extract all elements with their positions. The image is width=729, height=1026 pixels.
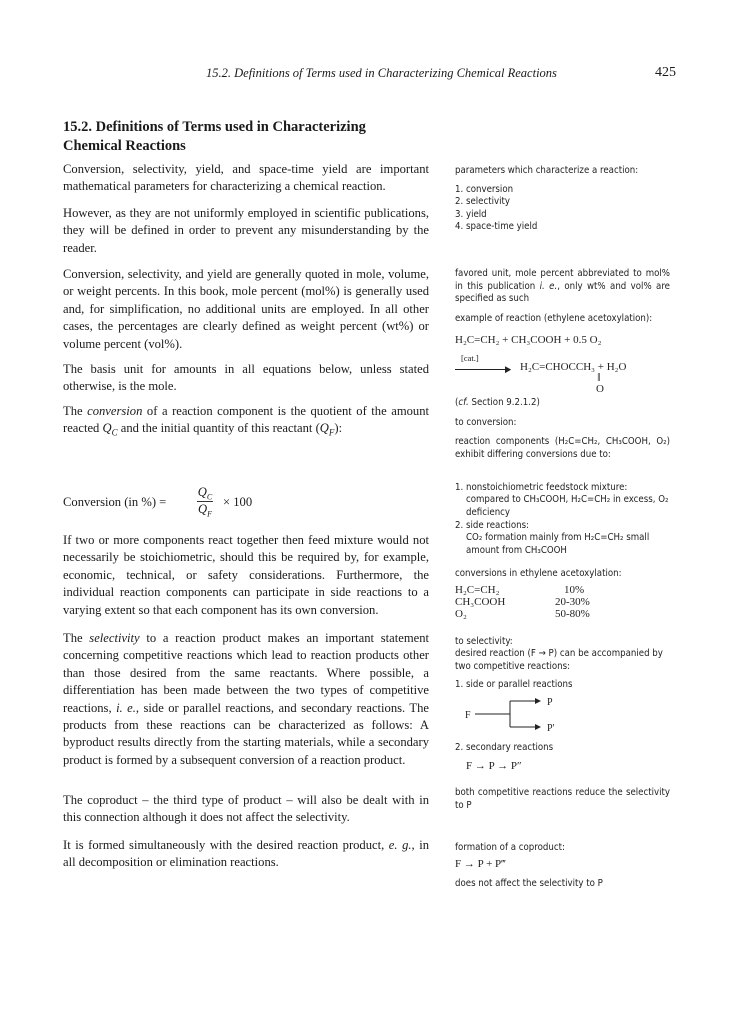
list-item: 4. space-time yield: [455, 221, 538, 233]
paragraph-coproduct-formation: It is formed simultaneously with the desired reaction product, e. g., in all decomposition or elimination reactions.: [63, 838, 429, 870]
page-number: 425: [655, 65, 676, 80]
arrowhead-lower-icon: [535, 724, 541, 730]
arrowhead-upper-icon: [535, 698, 541, 704]
double-bond-icon: ‖: [597, 372, 601, 381]
note-to-selectivity: to selectivity:: [455, 636, 513, 647]
note-secondary-reactions: 2. secondary reactions: [455, 742, 554, 753]
table-cell-value: 20-30%: [555, 596, 590, 608]
reaction-arrow: [455, 369, 507, 370]
carbonyl-oxygen: O: [596, 383, 604, 395]
note-side-parallel: 1. side or parallel reactions: [455, 679, 573, 690]
section-title-line2: Chemical Reactions: [63, 138, 186, 154]
reaction-equation-rhs: H₂C=CHOCCH₃ + H₂O: [520, 361, 627, 373]
parallel-reaction-diagram: [455, 693, 575, 733]
catalyst-label: [cat.]: [461, 353, 479, 363]
diagram-p-prime-label: P′: [547, 723, 555, 733]
note-cross-reference: (cf. Section 9.2.1.2): [455, 397, 540, 408]
formula-multiplier: × 100: [223, 495, 253, 509]
reaction-equation-lhs: H₂C=CH₂ + CH₃COOH + 0.5 O₂: [455, 334, 602, 346]
section-title: [63, 118, 403, 156]
note-reaction-components: reaction components (H₂C=CH₂, CH₃COOH, O₂) exhibit differing conversions due to:: [455, 436, 670, 460]
formula-numerator: $Q_C$: [197, 485, 213, 502]
formula-denominator: $Q_F$: [198, 502, 212, 519]
list-item: 2. selectivity: [455, 196, 511, 208]
table-cell-value: 50-80%: [555, 608, 590, 620]
note-desired-reaction: desired reaction (F → P) can be accompanied by two competitive reactions:: [455, 648, 663, 672]
note-parameters: parameters which characterize a reaction: 1. conversion 2. selectivity 3. yield 4. space-time yield: [455, 165, 670, 234]
note-nonstoichiometric: 1. nonstoichiometric feedstock mixture:: [455, 482, 628, 493]
note-conversions-label: conversions in ethylene acetoxylation:: [455, 568, 622, 579]
diagram-p-label: P: [547, 697, 553, 708]
paragraph-multi-component: If two or more components react together then feed mixture would not necessarily be stoichiometric, should this be required by, for example, economic, technical, or safety considerations. Furthermore, the individual reaction components can participate in side reactions to a varying extent so that each component has its own conversion.: [63, 533, 429, 617]
paragraph-selectivity: The selectivity to a reaction product makes an important statement concerning competitive reactions which lead to reaction products other than those desired from the same reactants. Where possible, a differentiation has been made between the two types of competitive reactions, i. e., side or parallel reactions, and secondary reactions. The products from these reactions can be characterized as follows: A byproduct results directly from the starting materials, while a secondary product is formed by a subsequent conversion of a reaction product.: [63, 631, 429, 767]
paragraph-uniformity: However, as they are not uniformly employed in scientific publications, they will be defined in order to prevent any misunderstanding by the reader.: [63, 206, 429, 255]
table-cell-value: 10%: [564, 584, 585, 596]
paragraph-basis-unit: The basis unit for amounts in all equations below, unless stated otherwise, is the mole.: [63, 362, 429, 394]
conversion-table: [455, 584, 670, 624]
note-example-label: example of reaction (ethylene acetoxylation):: [455, 313, 653, 324]
table-cell-name: CH₃COOH: [455, 596, 506, 608]
list-item: 1. conversion: [455, 183, 514, 195]
conversion-formula: [63, 484, 363, 524]
note-side-reactions-detail: CO₂ formation mainly from H₂C=CH₂ small amount from CH₃COOH: [466, 532, 650, 556]
reaction-arrowhead-icon: ▶: [505, 365, 512, 375]
note-favored-unit: favored unit, mole percent abbreviated to mol% in this publication i. e., only wt% and vol% are specified as such: [455, 268, 670, 305]
paragraph-units: Conversion, selectivity, and yield are generally quoted in mole, volume, or weight percents. In this book, mole percent (mol%) is generally used and, for simplification, no additional units are employed. In all other cases, the percentages are clearly defined as weight percent (wt%) or volume percent (vol%).: [63, 267, 429, 351]
paragraph-conversion-definition: The conversion of a reaction component is the quotient of the amount reacted $Q_C$ and the initial quantity of this reactant $(Q_F)$:: [63, 404, 430, 438]
section-title-line1: 15.2. Definitions of Terms used in Characterizing: [63, 119, 366, 135]
paragraph-intro: Conversion, selectivity, yield, and space-time yield are important mathematical parameters for characterizing a chemical reaction.: [63, 162, 429, 194]
table-cell-name: O₂: [455, 608, 467, 620]
term-selectivity: selectivity: [89, 631, 140, 645]
term-conversion: conversion: [87, 404, 143, 418]
paragraph-coproduct: The coproduct – the third type of product – will also be dealt with in this connection although it does not affect the selectivity.: [63, 793, 429, 825]
formula-label: Conversion (in %) =: [63, 495, 167, 509]
note-nonstoichiometric-detail: compared to CH₃COOH, H₂C=CH₂ in excess, O₂ deficiency: [466, 494, 669, 518]
secondary-reaction-equation: F → P → P″: [466, 760, 522, 772]
note-coproduct-label: formation of a coproduct:: [455, 842, 565, 853]
note-side-reactions: 2. side reactions:: [455, 520, 530, 531]
note-to-conversion: to conversion:: [455, 417, 517, 428]
note-no-affect: does not affect the selectivity to P: [455, 878, 603, 889]
coproduct-equation: F → P + P‴: [455, 858, 506, 870]
table-cell-name: H₂C=CH₂: [455, 584, 500, 596]
running-header: [206, 66, 676, 81]
diagram-f-label: F: [465, 710, 471, 721]
note-both-competitive: both competitive reactions reduce the selectivity to P: [455, 787, 670, 811]
parameter-list: [455, 184, 670, 234]
running-title: 15.2. Definitions of Terms used in Characterizing Chemical Reactions: [206, 66, 557, 80]
list-item: 3. yield: [455, 208, 487, 220]
